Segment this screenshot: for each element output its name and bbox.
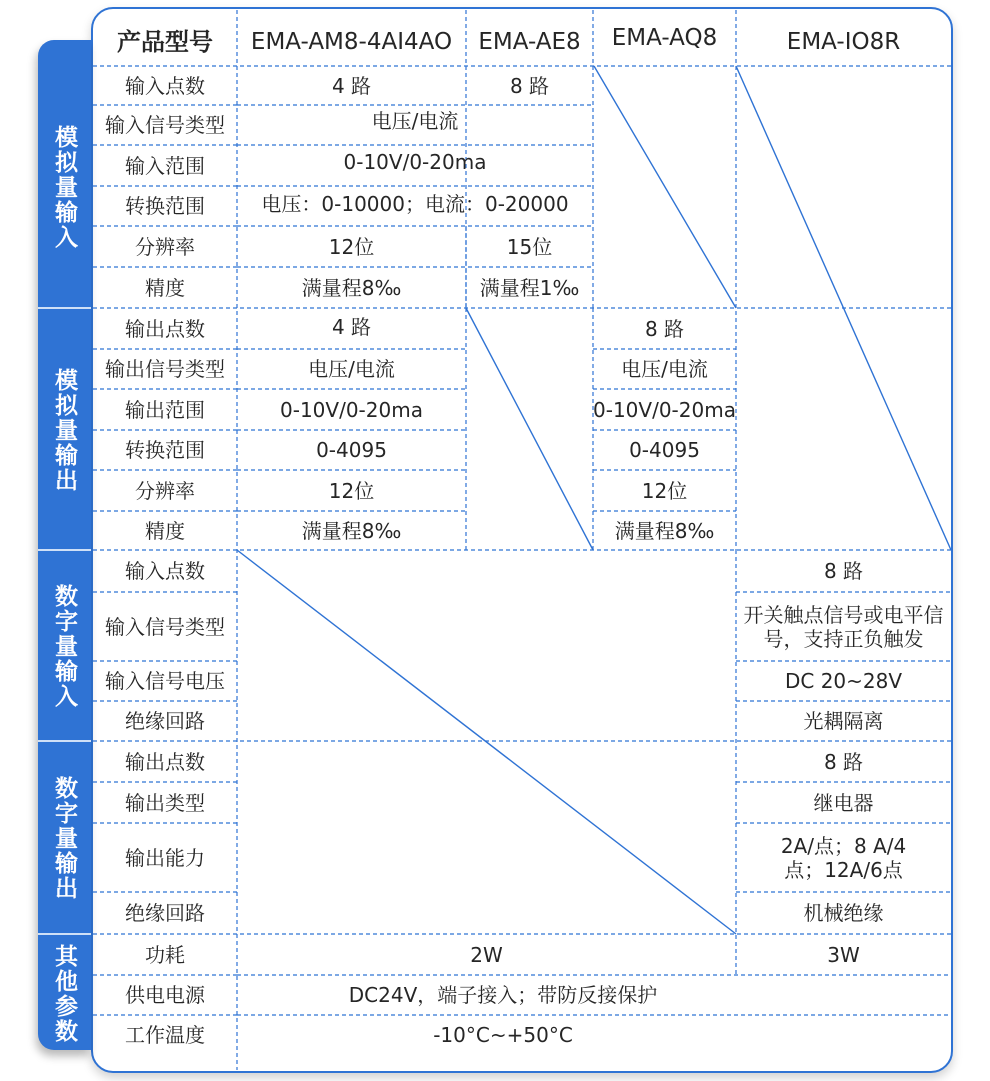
row-label: 分辨率 [135,234,195,259]
header-model-ae8: EMA-AE8 [478,29,581,55]
value-cell: 8 路 [823,749,864,774]
value-cell: 4 路 [331,73,372,98]
header-model-aq8: EMA-AQ8 [611,25,718,51]
row-label: 转换范围 [125,438,205,462]
value-cell: 开关触点信号或电平信号，支持正负触发 [743,602,944,651]
value-cell: 0-4095 [316,438,387,462]
row-label: 供电电源 [125,983,205,1007]
row-label: 绝缘回路 [125,709,205,733]
value-cell: 0-10V/0-20ma [343,149,487,174]
value-cell: 满量程1‰ [479,275,580,300]
header-model-io8r: EMA-IO8R [786,29,901,55]
value-cell: 光耦隔离 [803,709,884,733]
value-cell: DC 20~28V [784,669,903,693]
value-cell: 电压/电流 [308,357,395,381]
value-cell: DC24V，端子接入；带防反接保护 [348,983,658,1007]
header-label: 产品型号 [117,28,213,56]
value-cell: 继电器 [813,790,874,815]
value-cell: 电压/电流 [371,109,459,133]
value-cell: 2A/点；8 A/4点；12A/6点 [780,833,907,882]
value-cell: 4 路 [331,314,372,339]
value-cell: 0-10V/0-20ma [280,397,423,422]
row-label: 输入信号类型 [105,113,225,137]
value-cell: 8 路 [644,316,685,341]
row-label: 精度 [145,518,185,543]
row-label: 工作温度 [125,1023,205,1047]
value-cell: 8 路 [509,73,550,98]
value-cell: 电压：0-10000；电流：0-20000 [261,192,569,216]
section-digital-input [38,551,91,741]
row-label: 功耗 [145,942,185,967]
value-cell: 0-10V/0-20ma [593,397,736,422]
row-label: 输入点数 [125,559,205,583]
section-label: 数字量输入 [51,583,77,709]
row-label: 输出信号类型 [105,357,225,381]
value-cell: 12位 [328,478,375,503]
row-label: 转换范围 [125,194,205,218]
value-cell: 满量程8‰ [301,518,402,543]
value-cell: 15位 [506,234,553,259]
value-cell: 8 路 [823,559,864,583]
row-label: 分辨率 [135,478,195,503]
value-cell: 12位 [328,234,375,259]
section-label: 其他参数 [51,944,77,1044]
row-label: 输入信号电压 [105,669,225,693]
value-cell: 电压/电流 [621,357,708,381]
row-label: 精度 [145,275,185,300]
value-cell: 2W [470,942,503,967]
value-cell: 3W [827,942,860,967]
value-cell: 满量程8‰ [301,275,402,300]
row-label: 输入范围 [125,153,205,178]
header-model-am8: EMA-AM8-4AI4AO [250,29,453,55]
row-label: 输出点数 [125,749,205,774]
value-cell: 0-4095 [629,438,700,462]
section-analog-output [38,309,91,551]
row-label: 绝缘回路 [125,901,205,925]
value-cell: -10°C~+50°C [433,1023,573,1047]
value-cell: 12位 [641,478,688,503]
value-cell: 满量程8‰ [614,518,715,543]
row-label: 输出点数 [125,316,205,341]
value-cell: 机械绝缘 [803,901,884,925]
section-label: 数字量输出 [51,775,77,901]
section-label: 模拟量输入 [51,124,77,250]
section-other [38,935,91,1053]
row-label: 输入点数 [125,73,205,98]
section-analog-input [38,66,91,308]
row-label: 输出能力 [125,845,205,870]
row-label: 输出范围 [125,397,205,422]
section-label: 模拟量输出 [51,367,77,493]
section-digital-output [38,742,91,934]
row-label: 输入信号类型 [105,614,225,639]
row-label: 输出类型 [125,790,205,815]
